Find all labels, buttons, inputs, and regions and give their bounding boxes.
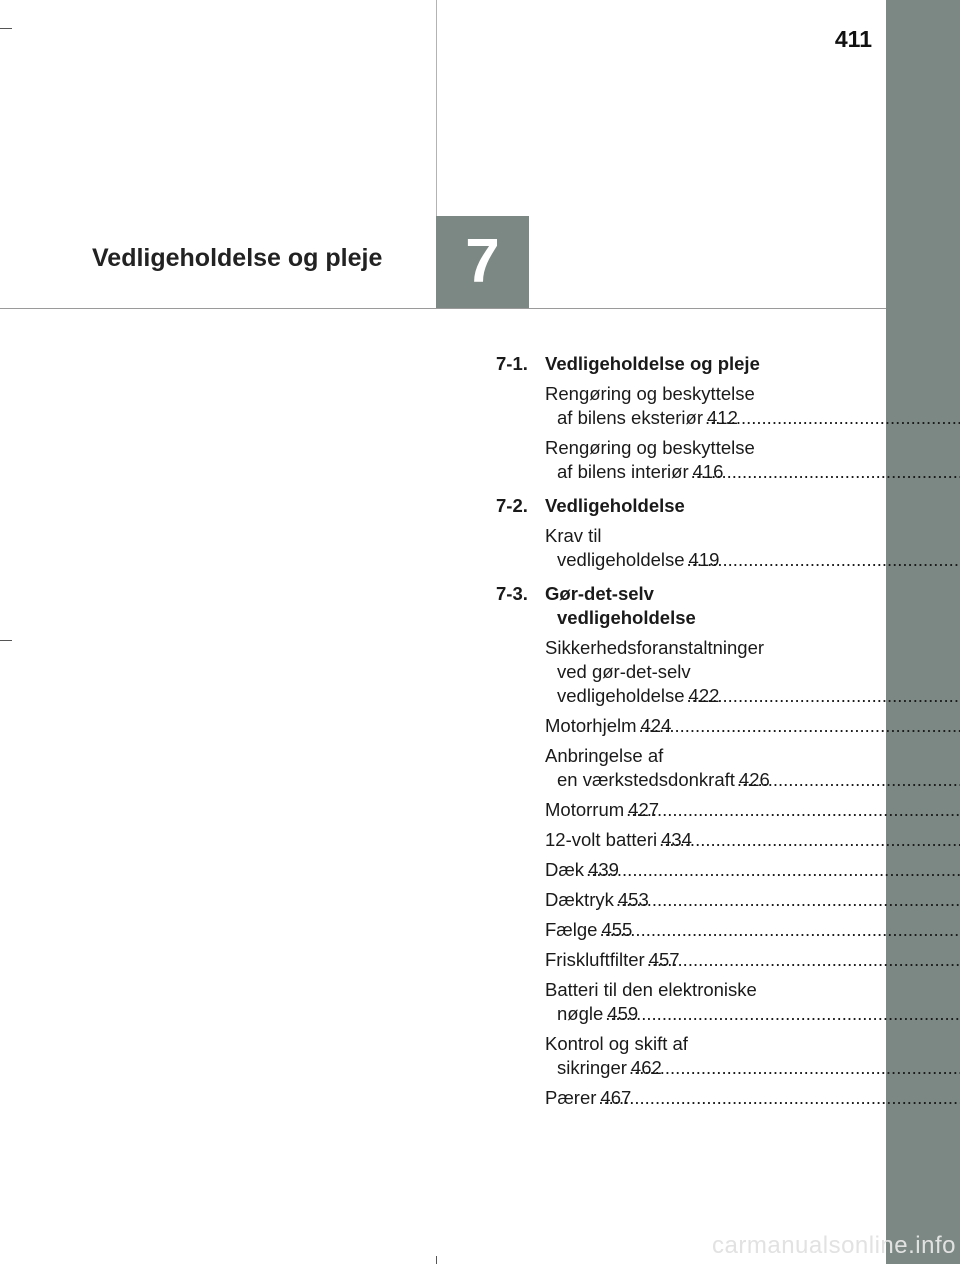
entry-text: Sikkerhedsforanstaltninger <box>545 637 765 658</box>
section-number: 7-1. <box>496 353 528 374</box>
entry-last-line <box>545 948 828 972</box>
entry-text: Anbringelse af <box>545 745 664 766</box>
section-title-line: vedligeholdelse <box>557 607 696 628</box>
dot-leader <box>545 949 647 970</box>
entry-text: Pærer <box>545 1087 597 1108</box>
toc-section-heading <box>496 352 828 376</box>
dot-leader <box>545 1087 598 1108</box>
entry-last-line <box>545 798 828 822</box>
entry-text: sikringer <box>557 1057 627 1078</box>
toc-entry <box>545 636 828 708</box>
entry-last-line <box>545 1056 828 1080</box>
toc-entry <box>545 978 828 1026</box>
entry-text: Dæk <box>545 859 585 880</box>
crop-mark <box>436 1256 437 1264</box>
entry-text: vedligeholdelse <box>557 549 685 570</box>
dot-leader <box>545 715 639 736</box>
entry-text: Batteri til den elektroniske <box>545 979 757 1000</box>
entry-last-line <box>545 1002 828 1026</box>
entry-page-number: 457 <box>648 949 680 970</box>
entry-page-number: 422 <box>688 685 720 706</box>
toc-section-heading <box>496 494 828 518</box>
entry-page-number: 459 <box>607 1003 639 1024</box>
section-number: 7-3. <box>496 583 528 604</box>
entry-text: Rengøring og beskyttelse <box>545 437 755 458</box>
page-number: 411 <box>834 26 872 52</box>
entry-text: Motorrum <box>545 799 625 820</box>
entry-page-number: 424 <box>640 715 672 736</box>
entry-last-line <box>545 1086 828 1110</box>
entry-page-number: 426 <box>738 769 770 790</box>
toc-entry <box>545 524 828 572</box>
dot-leader <box>557 685 687 706</box>
toc-entry <box>545 1086 828 1110</box>
entry-page-number: 453 <box>617 889 649 910</box>
section-title-line: Vedligeholdelse og pleje <box>545 353 760 374</box>
entry-text: ved gør-det-selv <box>557 661 691 682</box>
entry-last-line <box>545 460 828 484</box>
toc-entry <box>545 436 828 484</box>
entry-text: af bilens interiør <box>557 461 689 482</box>
entry-text: Friskluftfilter <box>545 949 645 970</box>
section-title <box>545 494 828 518</box>
chapter-number: 7 <box>465 227 500 296</box>
entry-page-number: 419 <box>688 549 720 570</box>
chapter-title: Vedligeholdelse og pleje <box>92 244 383 272</box>
entry-text: vedligeholdelse <box>557 685 685 706</box>
entry-last-line <box>545 918 828 942</box>
toc-entry <box>545 888 828 912</box>
toc-entry <box>545 918 828 942</box>
entry-page-number: 439 <box>588 859 619 880</box>
entry-last-line <box>545 858 828 882</box>
toc-entry <box>545 948 828 972</box>
entry-text: en værkstedsdonkraft <box>557 769 735 790</box>
toc-section-heading <box>496 582 828 630</box>
section-title-line: Vedligeholdelse <box>545 495 685 516</box>
dot-leader <box>545 889 616 910</box>
dot-leader <box>557 461 691 482</box>
toc-entry <box>545 714 828 738</box>
table-of-contents <box>496 352 828 1110</box>
vertical-rule <box>436 0 437 216</box>
dot-leader <box>557 1057 629 1078</box>
entry-page-number: 412 <box>707 407 738 428</box>
toc-entry <box>545 382 828 430</box>
dot-leader <box>545 859 586 880</box>
entry-page-number: 434 <box>661 829 692 850</box>
toc-entry <box>545 858 828 882</box>
entry-page-number: 416 <box>692 461 724 482</box>
entry-text: Krav til <box>545 525 602 546</box>
entry-text: af bilens eksteriør <box>557 407 703 428</box>
section-title-line: Gør-det-selv <box>545 583 654 604</box>
entry-text: Dæktryk <box>545 889 614 910</box>
toc-entry <box>545 828 828 852</box>
entry-last-line <box>545 684 828 708</box>
entry-last-line <box>545 828 828 852</box>
dot-leader <box>557 1003 605 1024</box>
entry-page-number: 462 <box>630 1057 662 1078</box>
entry-text: Motorhjelm <box>545 715 637 736</box>
dot-leader <box>557 549 687 570</box>
section-number: 7-2. <box>496 495 528 516</box>
entry-text: nøgle <box>557 1003 604 1024</box>
chapter-number-box <box>436 216 529 308</box>
toc-entry <box>545 798 828 822</box>
header-rule <box>0 308 886 309</box>
entry-text: Kontrol og skift af <box>545 1033 688 1054</box>
entry-text: Fælge <box>545 919 598 940</box>
crop-mark <box>0 28 12 29</box>
toc-entry <box>545 1032 828 1080</box>
section-title <box>545 352 828 376</box>
entry-last-line <box>545 406 828 430</box>
dot-leader <box>557 407 705 428</box>
dot-leader <box>545 919 599 940</box>
watermark: carmanualsonline.info <box>712 1232 956 1259</box>
entry-last-line <box>545 768 828 792</box>
entry-page-number: 467 <box>600 1087 632 1108</box>
entry-text: Rengøring og beskyttelse <box>545 383 755 404</box>
entry-last-line <box>545 548 828 572</box>
dot-leader <box>545 829 659 850</box>
dot-leader <box>545 799 626 820</box>
crop-mark <box>0 640 12 641</box>
dot-leader <box>557 769 737 790</box>
toc-entry <box>545 744 828 792</box>
entry-last-line <box>545 888 828 912</box>
entry-text: 12-volt batteri <box>545 829 658 850</box>
entry-last-line <box>545 714 828 738</box>
entry-page-number: 455 <box>601 919 633 940</box>
entry-page-number: 427 <box>628 799 660 820</box>
section-title <box>545 582 828 630</box>
